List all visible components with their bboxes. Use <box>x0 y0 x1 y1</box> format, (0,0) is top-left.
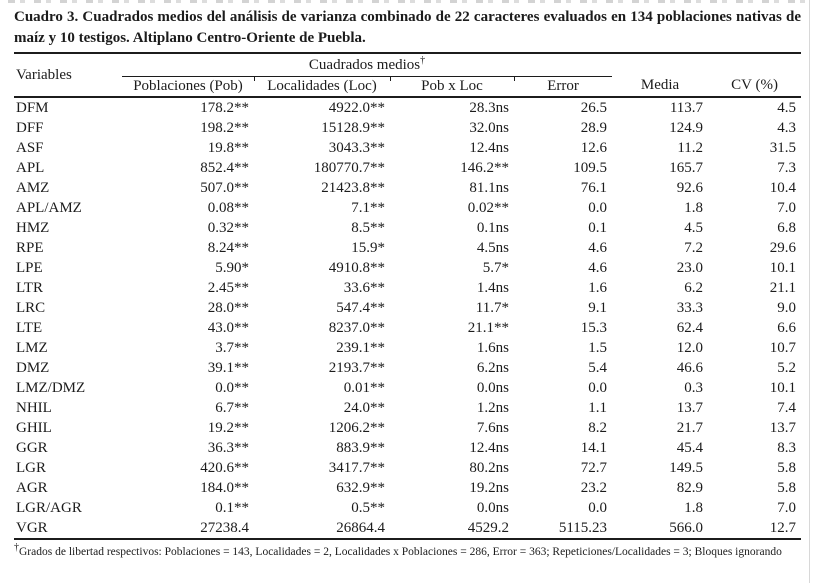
value-cell: 13.7 <box>769 420 797 436</box>
value-cell: 109.5 <box>573 160 608 176</box>
value-cell: 24.0** <box>343 400 385 416</box>
value-cell: 10.1 <box>769 260 797 276</box>
value-cell: 3.7** <box>215 340 249 356</box>
value-cell: 23.2 <box>580 480 608 496</box>
value-cell: 7.6ns <box>476 420 509 436</box>
variable-cell: AGR <box>16 480 48 496</box>
value-cell: 2193.7** <box>328 360 385 376</box>
value-cell: 12.7 <box>769 520 797 536</box>
value-cell: 7.2 <box>684 240 704 256</box>
table-row <box>14 378 801 398</box>
value-cell: 3043.3** <box>328 140 385 156</box>
value-cell: 11.2 <box>677 140 704 156</box>
value-cell: 0.1** <box>215 500 249 516</box>
table-caption: Cuadro 3. Cuadrados medios del análisis de varianza combinado de 22 caracteres evaluados en 134 poblaciones nativas de maíz y 10 testigos. Altiplano Centro-Oriente de Puebla. <box>14 9 801 46</box>
table-row <box>14 478 801 498</box>
value-cell: 883.9** <box>336 440 385 456</box>
value-cell: 632.9** <box>336 480 385 496</box>
table-row <box>14 278 801 298</box>
value-cell: 0.01** <box>343 380 385 396</box>
column-header-error: Error <box>514 77 612 98</box>
value-cell: 0.02** <box>467 200 509 216</box>
table-row <box>14 458 801 478</box>
value-cell: 507.0** <box>200 180 249 196</box>
table-row <box>14 338 801 358</box>
value-cell: 5.4 <box>588 360 608 376</box>
value-cell: 420.6** <box>200 460 249 476</box>
value-cell: 113.7 <box>669 100 704 116</box>
variable-cell: GGR <box>16 440 48 456</box>
column-header-pob-x-loc: Pob x Loc <box>390 77 514 98</box>
group-header-label: Cuadrados medios <box>308 56 421 73</box>
value-cell: 19.2** <box>207 420 249 436</box>
value-cell: 21.1** <box>467 320 509 336</box>
table-header <box>14 53 801 97</box>
group-header-dagger: † <box>420 54 426 66</box>
table-row <box>14 418 801 438</box>
value-cell: 28.3ns <box>469 100 509 116</box>
value-cell: 1.5 <box>588 340 608 356</box>
value-cell: 28.9 <box>580 120 608 136</box>
value-cell: 10.1 <box>769 380 797 396</box>
value-cell: 566.0 <box>669 520 704 536</box>
variable-cell: LGR/AGR <box>16 500 82 516</box>
footnote-text: Grados de libertad respectivos: Poblaciones = 143, Localidades = 2, Localidades x Poblaciones = 286, Error = 363; Repeticiones/Localidades = 3; Bloques ignorando <box>19 546 782 558</box>
value-cell: 0.1ns <box>476 220 509 236</box>
table-row <box>14 318 801 338</box>
value-cell: 9.1 <box>588 300 608 316</box>
value-cell: 26.5 <box>580 100 608 116</box>
value-cell: 21.1 <box>769 280 797 296</box>
value-cell: 32.0ns <box>469 120 509 136</box>
variable-cell: LRC <box>16 300 46 316</box>
value-cell: 2.45** <box>207 280 249 296</box>
group-header-cuadrados-medios <box>122 53 612 77</box>
value-cell: 178.2** <box>200 100 249 116</box>
variable-cell: GHIL <box>16 420 52 436</box>
value-cell: 7.1** <box>351 200 385 216</box>
table-row <box>14 358 801 378</box>
variable-cell: RPE <box>16 240 44 256</box>
value-cell: 6.7** <box>215 400 249 416</box>
value-cell: 6.2ns <box>476 360 509 376</box>
value-cell: 3417.7** <box>328 460 385 476</box>
value-cell: 146.2** <box>460 160 509 176</box>
value-cell: 28.0** <box>207 300 249 316</box>
table-row <box>14 97 801 118</box>
footnote <box>14 540 801 560</box>
value-cell: 15.3 <box>580 320 608 336</box>
value-cell: 1.8 <box>684 200 704 216</box>
table-body <box>14 97 801 539</box>
value-cell: 0.0ns <box>476 380 509 396</box>
value-cell: 852.4** <box>200 160 249 176</box>
anova-table <box>14 52 801 540</box>
variable-cell: VGR <box>16 520 48 536</box>
value-cell: 0.0ns <box>476 500 509 516</box>
value-cell: 46.6 <box>676 360 704 376</box>
column-header-variables: Variables <box>14 53 122 97</box>
value-cell: 23.0 <box>676 260 704 276</box>
value-cell: 15128.9** <box>321 120 385 136</box>
value-cell: 13.7 <box>676 400 704 416</box>
value-cell: 1.8 <box>684 500 704 516</box>
variable-cell: APL <box>16 160 45 176</box>
value-cell: 1.6 <box>588 280 608 296</box>
value-cell: 165.7 <box>669 160 704 176</box>
value-cell: 31.5 <box>769 140 797 156</box>
value-cell: 124.9 <box>669 120 704 136</box>
value-cell: 180770.7** <box>313 160 385 176</box>
variable-cell: LMZ/DMZ <box>16 380 86 396</box>
value-cell: 6.8 <box>777 220 797 236</box>
table-row <box>14 138 801 158</box>
value-cell: 29.6 <box>769 240 797 256</box>
table-row <box>14 218 801 238</box>
value-cell: 239.1** <box>336 340 385 356</box>
value-cell: 184.0** <box>200 480 249 496</box>
value-cell: 4.5ns <box>476 240 509 256</box>
variable-cell: ASF <box>16 140 44 156</box>
value-cell: 12.0 <box>676 340 704 356</box>
value-cell: 76.1 <box>580 180 608 196</box>
variable-cell: NHIL <box>16 400 52 416</box>
table-row <box>14 198 801 218</box>
value-cell: 10.4 <box>769 180 797 196</box>
variable-cell: LMZ <box>16 340 48 356</box>
value-cell: 82.9 <box>676 480 704 496</box>
variable-cell: DMZ <box>16 360 50 376</box>
value-cell: 4.6 <box>588 240 608 256</box>
variable-cell: DFF <box>16 120 44 136</box>
value-cell: 0.1 <box>588 220 608 236</box>
value-cell: 5115.23 <box>558 520 608 536</box>
value-cell: 0.5** <box>351 500 385 516</box>
column-header-cv: CV (%) <box>708 53 801 97</box>
value-cell: 5.7* <box>482 260 509 276</box>
value-cell: 1.6ns <box>476 340 509 356</box>
value-cell: 5.2 <box>777 360 797 376</box>
scan-artifact-right-edge <box>809 0 810 583</box>
value-cell: 7.0 <box>777 500 797 516</box>
column-header-media: Media <box>612 53 708 97</box>
value-cell: 4910.8** <box>328 260 385 276</box>
variable-cell: LGR <box>16 460 46 476</box>
value-cell: 7.0 <box>777 200 797 216</box>
value-cell: 39.1** <box>207 360 249 376</box>
variable-cell: DFM <box>16 100 49 116</box>
value-cell: 11.7* <box>475 300 509 316</box>
value-cell: 19.2ns <box>469 480 509 496</box>
value-cell: 80.2ns <box>469 460 509 476</box>
value-cell: 0.0 <box>588 500 608 516</box>
value-cell: 12.4ns <box>469 140 509 156</box>
header-row-group <box>14 53 801 77</box>
value-cell: 9.0 <box>777 300 797 316</box>
table-row <box>14 178 801 198</box>
value-cell: 4.5 <box>777 100 797 116</box>
value-cell: 45.4 <box>676 440 704 456</box>
value-cell: 1.1 <box>588 400 608 416</box>
variable-cell: HMZ <box>16 220 50 236</box>
value-cell: 7.4 <box>777 400 797 416</box>
value-cell: 14.1 <box>580 440 608 456</box>
value-cell: 0.3 <box>684 380 704 396</box>
value-cell: 15.9* <box>351 240 385 256</box>
value-cell: 0.0 <box>588 380 608 396</box>
value-cell: 1.4ns <box>476 280 509 296</box>
value-cell: 5.8 <box>777 460 797 476</box>
scan-artifact-top <box>8 0 806 3</box>
value-cell: 62.4 <box>676 320 704 336</box>
value-cell: 8.5** <box>351 220 385 236</box>
table-row <box>14 438 801 458</box>
value-cell: 1206.2** <box>328 420 385 436</box>
value-cell: 7.3 <box>777 160 797 176</box>
value-cell: 26864.4 <box>336 520 385 536</box>
value-cell: 8.2 <box>588 420 608 436</box>
value-cell: 4.3 <box>777 120 797 136</box>
table-row <box>14 118 801 138</box>
variable-cell: LTE <box>16 320 43 336</box>
value-cell: 0.08** <box>207 200 249 216</box>
value-cell: 72.7 <box>580 460 608 476</box>
table-row <box>14 398 801 418</box>
value-cell: 8.3 <box>777 440 797 456</box>
value-cell: 8.24** <box>207 240 249 256</box>
value-cell: 10.7 <box>769 340 797 356</box>
value-cell: 33.6** <box>343 280 385 296</box>
value-cell: 12.6 <box>580 140 608 156</box>
table-row <box>14 298 801 318</box>
value-cell: 4.5 <box>684 220 704 236</box>
table-row <box>14 518 801 539</box>
value-cell: 21423.8** <box>321 180 385 196</box>
value-cell: 33.3 <box>676 300 704 316</box>
value-cell: 4.6 <box>588 260 608 276</box>
value-cell: 5.90* <box>215 260 249 276</box>
variable-cell: LTR <box>16 280 43 296</box>
table-row <box>14 238 801 258</box>
column-header-poblaciones: Poblaciones (Pob) <box>122 77 254 98</box>
variable-cell: LPE <box>16 260 43 276</box>
variable-cell: APL/AMZ <box>16 200 82 216</box>
value-cell: 27238.4 <box>200 520 249 536</box>
value-cell: 198.2** <box>200 120 249 136</box>
value-cell: 0.32** <box>207 220 249 236</box>
value-cell: 4922.0** <box>328 100 385 116</box>
column-header-localidades: Localidades (Loc) <box>254 77 390 98</box>
value-cell: 12.4ns <box>469 440 509 456</box>
value-cell: 547.4** <box>336 300 385 316</box>
variable-cell: AMZ <box>16 180 50 196</box>
value-cell: 149.5 <box>669 460 704 476</box>
table-row <box>14 158 801 178</box>
value-cell: 0.0 <box>588 200 608 216</box>
value-cell: 0.0** <box>215 380 249 396</box>
value-cell: 92.6 <box>676 180 704 196</box>
value-cell: 81.1ns <box>469 180 509 196</box>
table-row <box>14 498 801 518</box>
value-cell: 36.3** <box>207 440 249 456</box>
value-cell: 43.0** <box>207 320 249 336</box>
value-cell: 19.8** <box>207 140 249 156</box>
value-cell: 8237.0** <box>328 320 385 336</box>
value-cell: 6.6 <box>777 320 797 336</box>
value-cell: 5.8 <box>777 480 797 496</box>
value-cell: 4529.2 <box>467 520 509 536</box>
page <box>14 7 801 560</box>
value-cell: 6.2 <box>684 280 704 296</box>
footnote-dagger: † <box>14 542 19 554</box>
value-cell: 1.2ns <box>476 400 509 416</box>
value-cell: 21.7 <box>676 420 704 436</box>
table-row <box>14 258 801 278</box>
